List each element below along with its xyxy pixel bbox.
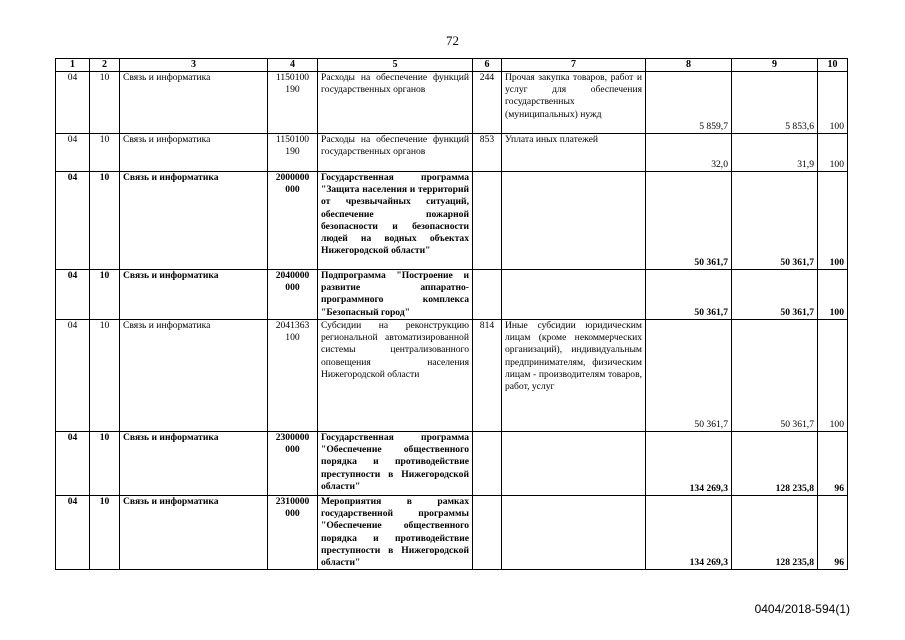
expense-type-code-cell [473, 496, 502, 570]
subsection-code-cell: 10 [90, 270, 120, 320]
executed-amount-cell: 128 235,8 [732, 496, 818, 570]
section-code-cell: 04 [56, 134, 90, 172]
planned-amount-cell: 50 361,7 [646, 270, 732, 320]
target-article-cell: 1150100 190 [268, 72, 318, 134]
column-header: 3 [120, 59, 268, 72]
target-article-cell: 2000000 000 [268, 172, 318, 270]
executed-amount-cell: 31,9 [732, 134, 818, 172]
table-row [56, 72, 848, 134]
column-header: 4 [268, 59, 318, 72]
expense-type-code-cell [473, 270, 502, 320]
section-name-cell: Связь и информатика [120, 432, 268, 496]
expense-type-code-cell [473, 432, 502, 496]
expense-type-code-cell: 244 [473, 72, 502, 134]
percent-cell: 100 [818, 172, 848, 270]
expense-type-code-cell: 853 [473, 134, 502, 172]
subsection-code-cell: 10 [90, 432, 120, 496]
section-code-cell: 04 [56, 432, 90, 496]
percent-cell: 100 [818, 270, 848, 320]
expense-type-name-cell: Уплата иных платежей [502, 134, 646, 172]
column-header: 10 [818, 59, 848, 72]
section-code-cell: 04 [56, 270, 90, 320]
section-name-cell: Связь и информатика [120, 320, 268, 432]
subsection-code-cell: 10 [90, 320, 120, 432]
article-name-cell: Государственная программа "Защита населения и территорий от чрезвычайных ситуаций, обеспечение пожарной безопасности и безопасности людей на водных объектах Нижегородской области" [318, 172, 473, 270]
planned-amount-cell: 134 269,3 [646, 432, 732, 496]
expense-type-code-cell: 814 [473, 320, 502, 432]
executed-amount-cell: 50 361,7 [732, 320, 818, 432]
expense-type-name-cell: Иные субсидии юридическим лицам (кроме некоммерческих организаций), индивидуальным предпринимателям, физическим лицам - производителям товаров, работ, услуг [502, 320, 646, 432]
article-name-cell: Субсидии на реконструкцию региональной автоматизированной системы централизованного оповещения населения Нижегородской области [318, 320, 473, 432]
target-article-cell: 1150100 190 [268, 134, 318, 172]
table-row [56, 432, 848, 496]
section-name-cell: Связь и информатика [120, 172, 268, 270]
section-name-cell: Связь и информатика [120, 134, 268, 172]
section-name-cell: Связь и информатика [120, 496, 268, 570]
target-article-cell: 2040000 000 [268, 270, 318, 320]
column-header: 5 [318, 59, 473, 72]
article-name-cell: Расходы на обеспечение функций государственных органов [318, 134, 473, 172]
planned-amount-cell: 50 361,7 [646, 172, 732, 270]
expense-type-name-cell [502, 172, 646, 270]
subsection-code-cell: 10 [90, 134, 120, 172]
percent-cell: 100 [818, 134, 848, 172]
percent-cell: 96 [818, 432, 848, 496]
percent-cell: 100 [818, 72, 848, 134]
percent-cell: 100 [818, 320, 848, 432]
target-article-cell: 2300000 000 [268, 432, 318, 496]
expense-type-name-cell [502, 270, 646, 320]
subsection-code-cell: 10 [90, 496, 120, 570]
column-header: 6 [473, 59, 502, 72]
column-header: 1 [56, 59, 90, 72]
table-header-row [56, 59, 848, 72]
section-code-cell: 04 [56, 172, 90, 270]
target-article-cell: 2041363 100 [268, 320, 318, 432]
executed-amount-cell: 50 361,7 [732, 270, 818, 320]
planned-amount-cell: 50 361,7 [646, 320, 732, 432]
planned-amount-cell: 134 269,3 [646, 496, 732, 570]
document-code: 0404/2018-594(1) [754, 602, 850, 616]
article-name-cell: Государственная программа "Обеспечение общественного порядка и противодействие преступности в Нижегородской области" [318, 432, 473, 496]
expense-type-code-cell [473, 172, 502, 270]
column-header: 2 [90, 59, 120, 72]
expense-type-name-cell [502, 496, 646, 570]
table-row [56, 172, 848, 270]
expense-type-name-cell [502, 432, 646, 496]
table-row [56, 320, 848, 432]
section-code-cell: 04 [56, 72, 90, 134]
subsection-code-cell: 10 [90, 72, 120, 134]
executed-amount-cell: 128 235,8 [732, 432, 818, 496]
target-article-cell: 2310000 000 [268, 496, 318, 570]
column-header: 9 [732, 59, 818, 72]
subsection-code-cell: 10 [90, 172, 120, 270]
article-name-cell: Расходы на обеспечение функций государственных органов [318, 72, 473, 134]
planned-amount-cell: 5 859,7 [646, 72, 732, 134]
table-row [56, 270, 848, 320]
table-row [56, 134, 848, 172]
executed-amount-cell: 50 361,7 [732, 172, 818, 270]
page-number: 72 [446, 33, 459, 48]
column-header: 8 [646, 59, 732, 72]
article-name-cell: Подпрограмма "Построение и развитие аппаратно-программного комплекса "Безопасный город" [318, 270, 473, 320]
column-header: 7 [502, 59, 646, 72]
section-name-cell: Связь и информатика [120, 270, 268, 320]
budget-table [55, 58, 848, 570]
table-row [56, 496, 848, 570]
executed-amount-cell: 5 853,6 [732, 72, 818, 134]
section-code-cell: 04 [56, 320, 90, 432]
expense-type-name-cell: Прочая закупка товаров, работ и услуг для обеспечения государственных (муниципальных) нужд [502, 72, 646, 134]
section-name-cell: Связь и информатика [120, 72, 268, 134]
percent-cell: 96 [818, 496, 848, 570]
planned-amount-cell: 32,0 [646, 134, 732, 172]
section-code-cell: 04 [56, 496, 90, 570]
article-name-cell: Мероприятия в рамках государственной программы "Обеспечение общественного порядка и противодействие преступности в Нижегородской области" [318, 496, 473, 570]
